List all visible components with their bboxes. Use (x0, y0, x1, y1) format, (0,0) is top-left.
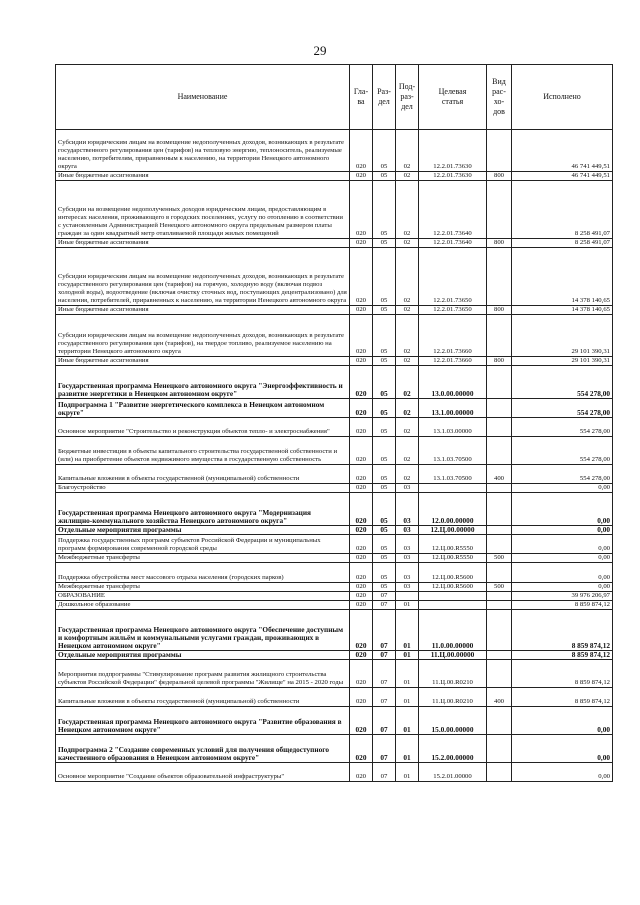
glava-cell: 020 (350, 484, 373, 493)
name-cell: Поддержка государственных программ субъектов Российской Федерации и муниципальных программ формирования современной городской среды (56, 535, 350, 554)
glava-cell: 020 (350, 493, 373, 526)
target-article-cell: 13.1.03.70500 (419, 437, 487, 465)
table-row (56, 592, 613, 601)
executed-cell: 8 859 874,12 (512, 688, 613, 707)
executed-cell: 554 278,00 (512, 399, 613, 418)
expense-type-cell (487, 399, 512, 418)
name-cell: Субсидии юридическим лицам на возмещение недополученных доходов, возникающих в результате государственного регулирования цен (тарифов) на тепловую энергию, теплоноситель, реализуемые населению, потребителям, приравненным к населению, на территории Ненецкого автономного округа (56, 130, 350, 172)
razdel-cell: 07 (373, 660, 396, 688)
glava-cell: 020 (350, 651, 373, 660)
podrazdel-cell: 02 (396, 172, 419, 181)
expense-type-cell (487, 130, 512, 172)
razdel-cell: 05 (373, 484, 396, 493)
glava-cell: 020 (350, 563, 373, 583)
razdel-cell: 05 (373, 399, 396, 418)
table-row (56, 130, 613, 172)
executed-cell: 0,00 (512, 583, 613, 592)
target-article-cell: 12.2.01.73640 (419, 181, 487, 239)
expense-type-cell (487, 535, 512, 554)
name-cell: Подпрограмма 2 "Создание современных условий для получения общедоступного качественного образования в Ненецком автономном округе" (56, 735, 350, 763)
razdel-cell: 07 (373, 707, 396, 735)
expense-type-cell (487, 437, 512, 465)
executed-cell: 554 278,00 (512, 437, 613, 465)
executed-cell: 0,00 (512, 763, 613, 782)
expense-type-cell (487, 651, 512, 660)
target-article-cell (419, 484, 487, 493)
podrazdel-cell: 01 (396, 735, 419, 763)
table-row (56, 172, 613, 181)
header-glava: Гла- ва (350, 65, 373, 130)
podrazdel-cell: 02 (396, 465, 419, 484)
target-article-cell: 11.Ц.00.00000 (419, 651, 487, 660)
executed-cell: 39 976 206,97 (512, 592, 613, 601)
glava-cell: 020 (350, 554, 373, 563)
table-row (56, 610, 613, 651)
executed-cell: 8 859 874,12 (512, 660, 613, 688)
name-cell: ОБРАЗОВАНИЕ (56, 592, 350, 601)
podrazdel-cell: 02 (396, 181, 419, 239)
podrazdel-cell: 01 (396, 707, 419, 735)
table-row (56, 399, 613, 418)
razdel-cell: 07 (373, 735, 396, 763)
executed-cell: 554 278,00 (512, 465, 613, 484)
executed-cell: 0,00 (512, 493, 613, 526)
header-target-article: Целевая статья (419, 65, 487, 130)
podrazdel-cell: 01 (396, 688, 419, 707)
expense-type-cell (487, 563, 512, 583)
podrazdel-cell: 01 (396, 610, 419, 651)
expense-type-cell (487, 366, 512, 399)
target-article-cell: 15.0.00.00000 (419, 707, 487, 735)
name-cell: Поддержка обустройства мест массового отдыха населения (городских парков) (56, 563, 350, 583)
expense-type-cell (487, 418, 512, 437)
target-article-cell: 12.2.01.73660 (419, 315, 487, 357)
name-cell: Отдельные мероприятия программы (56, 651, 350, 660)
expense-type-cell (487, 484, 512, 493)
target-article-cell: 12.Ц.00.R5600 (419, 583, 487, 592)
razdel-cell: 05 (373, 366, 396, 399)
table-row (56, 239, 613, 248)
table-row (56, 248, 613, 306)
target-article-cell: 13.0.00.00000 (419, 366, 487, 399)
razdel-cell: 07 (373, 688, 396, 707)
target-article-cell (419, 601, 487, 610)
target-article-cell: 11.0.00.00000 (419, 610, 487, 651)
executed-cell: 554 278,00 (512, 418, 613, 437)
header-executed: Исполнено (512, 65, 613, 130)
table-row (56, 563, 613, 583)
table-row (56, 526, 613, 535)
razdel-cell: 07 (373, 601, 396, 610)
executed-cell: 0,00 (512, 554, 613, 563)
expense-type-cell: 800 (487, 172, 512, 181)
razdel-cell: 05 (373, 554, 396, 563)
table-row (56, 181, 613, 239)
podrazdel-cell: 02 (396, 239, 419, 248)
name-cell: Государственная программа Ненецкого автономного округа "Развитие образования в Ненецком автономном округе" (56, 707, 350, 735)
expense-type-cell: 800 (487, 239, 512, 248)
expense-type-cell (487, 601, 512, 610)
podrazdel-cell: 02 (396, 357, 419, 366)
target-article-cell: 11.Ц.00.R0210 (419, 660, 487, 688)
target-article-cell: 12.Ц.00.R5550 (419, 554, 487, 563)
razdel-cell: 05 (373, 437, 396, 465)
target-article-cell: 12.Ц.00.R5550 (419, 535, 487, 554)
table-row (56, 735, 613, 763)
podrazdel-cell: 02 (396, 315, 419, 357)
razdel-cell: 05 (373, 563, 396, 583)
executed-cell: 8 258 491,07 (512, 181, 613, 239)
razdel-cell: 05 (373, 583, 396, 592)
razdel-cell: 05 (373, 315, 396, 357)
expense-type-cell (487, 660, 512, 688)
expense-type-cell (487, 707, 512, 735)
name-cell: Бюджетные инвестиции в объекты капитального строительства государственной собственности и (или) на приобретение объектов недвижимого имущества в государственную собственность (56, 437, 350, 465)
glava-cell: 020 (350, 535, 373, 554)
budget-table (55, 64, 613, 782)
table-row (56, 465, 613, 484)
target-article-cell: 12.2.01.73630 (419, 130, 487, 172)
glava-cell: 020 (350, 239, 373, 248)
table-row (56, 660, 613, 688)
razdel-cell: 05 (373, 181, 396, 239)
name-cell: Дошкольное образование (56, 601, 350, 610)
glava-cell: 020 (350, 610, 373, 651)
razdel-cell: 05 (373, 239, 396, 248)
table-row (56, 554, 613, 563)
razdel-cell: 05 (373, 526, 396, 535)
target-article-cell: 12.2.01.73640 (419, 239, 487, 248)
expense-type-cell (487, 248, 512, 306)
glava-cell: 020 (350, 248, 373, 306)
table-row (56, 763, 613, 782)
name-cell: Основное мероприятие "Создание объектов образовательной инфраструктуры" (56, 763, 350, 782)
executed-cell: 14 378 140,65 (512, 306, 613, 315)
table-row (56, 651, 613, 660)
razdel-cell: 05 (373, 306, 396, 315)
name-cell: Благоустройство (56, 484, 350, 493)
glava-cell: 020 (350, 526, 373, 535)
razdel-cell: 05 (373, 418, 396, 437)
page-number: 29 (313, 43, 327, 58)
table-row (56, 601, 613, 610)
podrazdel-cell (396, 592, 419, 601)
podrazdel-cell: 01 (396, 601, 419, 610)
glava-cell: 020 (350, 735, 373, 763)
target-article-cell (419, 592, 487, 601)
name-cell: Субсидии юридическим лицам на возмещение недополученных доходов, возникающих в результате государственного регулирования цен (тарифов) на горячую, холодную воду (включая подвоз холодной воды), водоотведение (включая очистку сточных вод, поступающих децентрализовано) для населения, потребителей, приравненных к населению, на территории Ненецкого автономного округа (56, 248, 350, 306)
name-cell: Государственная программа Ненецкого автономного округа "Обеспечение доступным и комфортным жильём и коммунальными услугами граждан, проживающих в Ненецком автономном округе" (56, 610, 350, 651)
target-article-cell: 13.1.03.00000 (419, 418, 487, 437)
razdel-cell: 05 (373, 535, 396, 554)
razdel-cell: 05 (373, 357, 396, 366)
podrazdel-cell: 01 (396, 651, 419, 660)
name-cell: Отдельные мероприятия программы (56, 526, 350, 535)
table-row (56, 535, 613, 554)
podrazdel-cell: 03 (396, 563, 419, 583)
name-cell: Межбюджетные трансферты (56, 554, 350, 563)
name-cell: Иные бюджетные ассигнования (56, 172, 350, 181)
executed-cell: 46 741 449,51 (512, 172, 613, 181)
podrazdel-cell: 01 (396, 660, 419, 688)
glava-cell: 020 (350, 601, 373, 610)
name-cell: Иные бюджетные ассигнования (56, 306, 350, 315)
target-article-cell: 12.2.01.73650 (419, 248, 487, 306)
target-article-cell: 12.0.00.00000 (419, 493, 487, 526)
glava-cell: 020 (350, 763, 373, 782)
name-cell: Субсидии на возмещение недополученных доходов юридическим лицам, предоставляющим в интересах населения, проживающего в городских поселениях, услугу по отоплению в соответствии с установленным Администрацией Ненецкого автономного округа предельным размером платы граждан за один квадратный метр отапливаемой площади жилых помещений (56, 181, 350, 239)
header-name: Наименование (56, 65, 350, 130)
podrazdel-cell: 02 (396, 399, 419, 418)
name-cell: Капитальные вложения в объекты государственной (муниципальной) собственности (56, 465, 350, 484)
name-cell: Межбюджетные трансферты (56, 583, 350, 592)
executed-cell: 8 258 491,07 (512, 239, 613, 248)
expense-type-cell (487, 315, 512, 357)
razdel-cell: 05 (373, 248, 396, 306)
expense-type-cell (487, 610, 512, 651)
glava-cell: 020 (350, 437, 373, 465)
expense-type-cell (487, 592, 512, 601)
target-article-cell: 12.2.01.73630 (419, 172, 487, 181)
table-row (56, 484, 613, 493)
glava-cell: 020 (350, 592, 373, 601)
name-cell: Государственная программа Ненецкого автономного округа "Модернизация жилищно-коммунального хозяйства Ненецкого автономного округа" (56, 493, 350, 526)
name-cell: Государственная программа Ненецкого автономного округа "Энергоэффективность и развитие энергетики в Ненецком автономном округе" (56, 366, 350, 399)
table-row (56, 583, 613, 592)
target-article-cell: 15.2.00.00000 (419, 735, 487, 763)
target-article-cell: 13.1.03.70500 (419, 465, 487, 484)
podrazdel-cell: 02 (396, 437, 419, 465)
podrazdel-cell: 03 (396, 526, 419, 535)
executed-cell: 0,00 (512, 526, 613, 535)
executed-cell: 554 278,00 (512, 366, 613, 399)
razdel-cell: 05 (373, 172, 396, 181)
podrazdel-cell: 02 (396, 130, 419, 172)
podrazdel-cell: 02 (396, 248, 419, 306)
target-article-cell: 12.2.01.73650 (419, 306, 487, 315)
expense-type-cell (487, 735, 512, 763)
table-row (56, 688, 613, 707)
glava-cell: 020 (350, 583, 373, 592)
name-cell: Подпрограмма 1 "Развитие энергетического комплекса в Ненецком автономном округе" (56, 399, 350, 418)
razdel-cell: 07 (373, 763, 396, 782)
executed-cell: 8 859 874,12 (512, 651, 613, 660)
expense-type-cell: 400 (487, 688, 512, 707)
podrazdel-cell: 02 (396, 366, 419, 399)
expense-type-cell (487, 493, 512, 526)
glava-cell: 020 (350, 465, 373, 484)
header-expense-type: Вид рас- хо- дов (487, 65, 512, 130)
executed-cell: 0,00 (512, 563, 613, 583)
name-cell: Иные бюджетные ассигнования (56, 239, 350, 248)
target-article-cell: 12.2.01.73660 (419, 357, 487, 366)
glava-cell: 020 (350, 399, 373, 418)
table-row (56, 315, 613, 357)
table-header-row (56, 65, 613, 130)
podrazdel-cell: 02 (396, 306, 419, 315)
glava-cell: 020 (350, 660, 373, 688)
glava-cell: 020 (350, 315, 373, 357)
glava-cell: 020 (350, 130, 373, 172)
name-cell: Мероприятия подпрограммы "Стимулирование программ развития жилищного строительства субъектов Российской Федерации" федеральной целевой программы "Жилище" на 2015 - 2020 годы (56, 660, 350, 688)
table-row (56, 357, 613, 366)
target-article-cell: 13.1.00.00000 (419, 399, 487, 418)
executed-cell: 8 859 874,12 (512, 601, 613, 610)
glava-cell: 020 (350, 357, 373, 366)
header-razdel: Раз- дел (373, 65, 396, 130)
table-row (56, 493, 613, 526)
expense-type-cell: 400 (487, 465, 512, 484)
executed-cell: 8 859 874,12 (512, 610, 613, 651)
expense-type-cell: 500 (487, 583, 512, 592)
table-row (56, 707, 613, 735)
table-row (56, 437, 613, 465)
razdel-cell: 05 (373, 130, 396, 172)
razdel-cell: 07 (373, 651, 396, 660)
podrazdel-cell: 03 (396, 484, 419, 493)
glava-cell: 020 (350, 366, 373, 399)
executed-cell: 46 741 449,51 (512, 130, 613, 172)
razdel-cell: 05 (373, 465, 396, 484)
expense-type-cell (487, 181, 512, 239)
target-article-cell: 12.Ц.00.R5600 (419, 563, 487, 583)
table-row (56, 306, 613, 315)
podrazdel-cell: 03 (396, 583, 419, 592)
glava-cell: 020 (350, 707, 373, 735)
razdel-cell: 05 (373, 493, 396, 526)
podrazdel-cell: 03 (396, 493, 419, 526)
header-podrazdel: Под- раз- дел (396, 65, 419, 130)
name-cell: Иные бюджетные ассигнования (56, 357, 350, 366)
table-row (56, 366, 613, 399)
expense-type-cell: 800 (487, 306, 512, 315)
executed-cell: 0,00 (512, 484, 613, 493)
podrazdel-cell: 03 (396, 554, 419, 563)
expense-type-cell: 500 (487, 554, 512, 563)
glava-cell: 020 (350, 172, 373, 181)
executed-cell: 0,00 (512, 535, 613, 554)
podrazdel-cell: 01 (396, 763, 419, 782)
podrazdel-cell: 03 (396, 535, 419, 554)
razdel-cell: 07 (373, 592, 396, 601)
glava-cell: 020 (350, 306, 373, 315)
expense-type-cell (487, 526, 512, 535)
name-cell: Субсидии юридическим лицам на возмещение недополученных доходов, возникающих в результате государственного регулирования цен (тарифов), на твердое топливо, реализуемое населению на территории Ненецкого автономного округа (56, 315, 350, 357)
podrazdel-cell: 02 (396, 418, 419, 437)
executed-cell: 29 101 390,31 (512, 357, 613, 366)
razdel-cell: 07 (373, 610, 396, 651)
name-cell: Капитальные вложения в объекты государственной (муниципальной) собственности (56, 688, 350, 707)
executed-cell: 0,00 (512, 707, 613, 735)
expense-type-cell (487, 763, 512, 782)
executed-cell: 14 378 140,65 (512, 248, 613, 306)
glava-cell: 020 (350, 688, 373, 707)
expense-type-cell: 800 (487, 357, 512, 366)
glava-cell: 020 (350, 181, 373, 239)
name-cell: Основное мероприятие "Строительство и реконструкция объектов тепло- и электроснабжения" (56, 418, 350, 437)
target-article-cell: 15.2.01.00000 (419, 763, 487, 782)
table-row (56, 418, 613, 437)
executed-cell: 0,00 (512, 735, 613, 763)
target-article-cell: 12.Ц.00.00000 (419, 526, 487, 535)
target-article-cell: 11.Ц.00.R0210 (419, 688, 487, 707)
glava-cell: 020 (350, 418, 373, 437)
executed-cell: 29 101 390,31 (512, 315, 613, 357)
